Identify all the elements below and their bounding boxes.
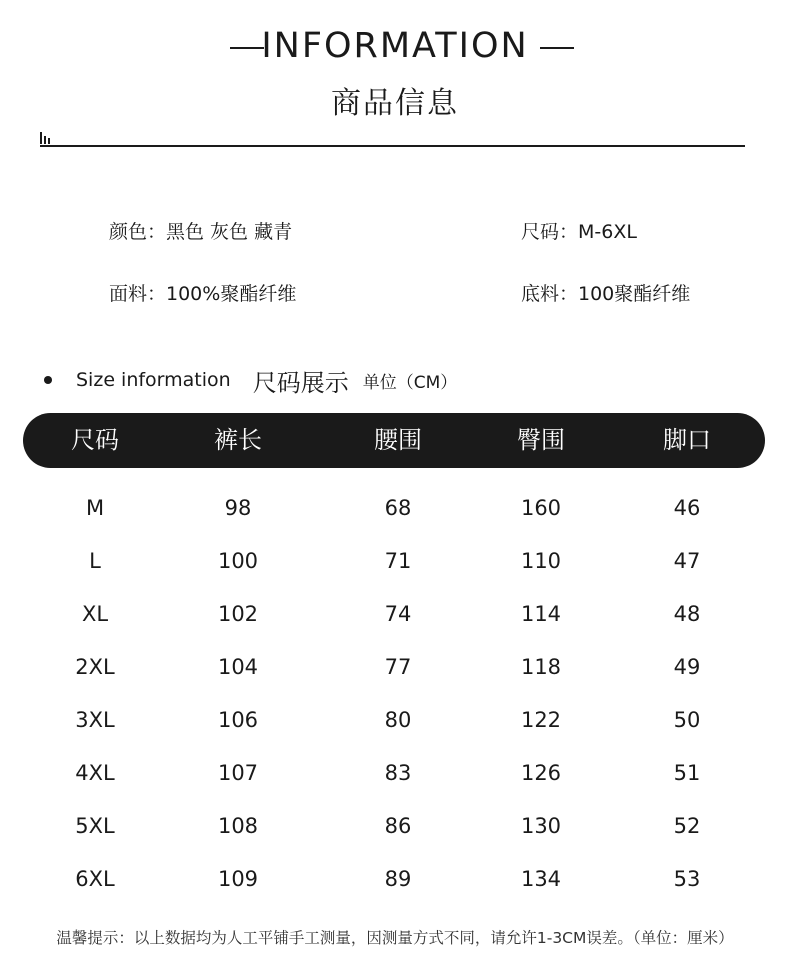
- cell-waist: 68: [384, 496, 412, 520]
- cell-waist: 71: [384, 549, 412, 573]
- cell-length: 98: [224, 496, 252, 520]
- cell-length: 102: [217, 602, 259, 626]
- cell-hem: 53: [673, 867, 701, 891]
- cell-waist: 89: [384, 867, 412, 891]
- header-hem: 脚口: [663, 426, 711, 454]
- cell-hip: 130: [520, 814, 562, 838]
- cell-waist: 80: [384, 708, 412, 732]
- bullet-icon: [44, 376, 52, 384]
- cell-waist: 83: [384, 761, 412, 785]
- header-size: 尺码: [71, 426, 119, 454]
- table-row: [0, 482, 790, 535]
- table-row: [0, 853, 790, 906]
- cell-waist: 77: [384, 655, 412, 679]
- cell-hem: 49: [673, 655, 701, 679]
- cell-hem: 47: [673, 549, 701, 573]
- cell-hem: 52: [673, 814, 701, 838]
- table-row: [0, 694, 790, 747]
- cell-hip: 134: [520, 867, 562, 891]
- title-right-dash: [540, 47, 574, 49]
- cell-length: 108: [217, 814, 259, 838]
- size-unit: 单位（CM）: [362, 372, 458, 393]
- cell-length: 104: [217, 655, 259, 679]
- cell-hip: 122: [520, 708, 562, 732]
- cell-size: 2XL: [75, 655, 115, 679]
- cell-hem: 48: [673, 602, 701, 626]
- spec-lining: 底料：100聚酯纤维: [521, 283, 691, 305]
- cell-hip: 126: [520, 761, 562, 785]
- table-row: [0, 800, 790, 853]
- cell-size: XL: [81, 602, 109, 626]
- cell-waist: 74: [384, 602, 412, 626]
- size-section-header: [44, 362, 457, 398]
- cell-hem: 46: [673, 496, 701, 520]
- cell-waist: 86: [384, 814, 412, 838]
- spec-fabric: 面料：100%聚酯纤维: [109, 283, 297, 305]
- cell-hip: 118: [520, 655, 562, 679]
- table-row: [0, 747, 790, 800]
- cell-size: 4XL: [75, 761, 115, 785]
- cell-length: 107: [217, 761, 259, 785]
- bars-icon: [40, 132, 52, 144]
- size-label-en: Size information: [76, 369, 231, 391]
- section-divider: [40, 145, 745, 147]
- table-row: [0, 641, 790, 694]
- cell-length: 100: [217, 549, 259, 573]
- cell-hip: 114: [520, 602, 562, 626]
- size-table-header: [23, 413, 765, 468]
- header-waist: 腰围: [374, 426, 422, 454]
- table-row: [0, 588, 790, 641]
- cell-length: 109: [217, 867, 259, 891]
- cell-size: 5XL: [75, 814, 115, 838]
- measurement-note: 温馨提示：以上数据均为人工平铺手工测量，因测量方式不同，请允许1-3CM误差。（单位：厘米）: [56, 929, 734, 947]
- cell-size: L: [89, 549, 101, 573]
- cell-size: 6XL: [75, 867, 115, 891]
- cell-hem: 51: [673, 761, 701, 785]
- spec-size: 尺码：M-6XL: [521, 221, 637, 243]
- cell-hip: 160: [520, 496, 562, 520]
- page-title-en: INFORMATION: [261, 26, 529, 66]
- table-row: [0, 535, 790, 588]
- spec-color: 颜色：黑色 灰色 藏青: [109, 221, 293, 243]
- cell-hip: 110: [520, 549, 562, 573]
- header-hip: 臀围: [517, 426, 565, 454]
- header-length: 裤长: [214, 426, 262, 454]
- cell-length: 106: [217, 708, 259, 732]
- cell-hem: 50: [673, 708, 701, 732]
- cell-size: 3XL: [75, 708, 115, 732]
- size-label-cn: 尺码展示: [252, 368, 349, 397]
- page-title-cn: 商品信息: [331, 86, 459, 121]
- cell-size: M: [85, 496, 105, 520]
